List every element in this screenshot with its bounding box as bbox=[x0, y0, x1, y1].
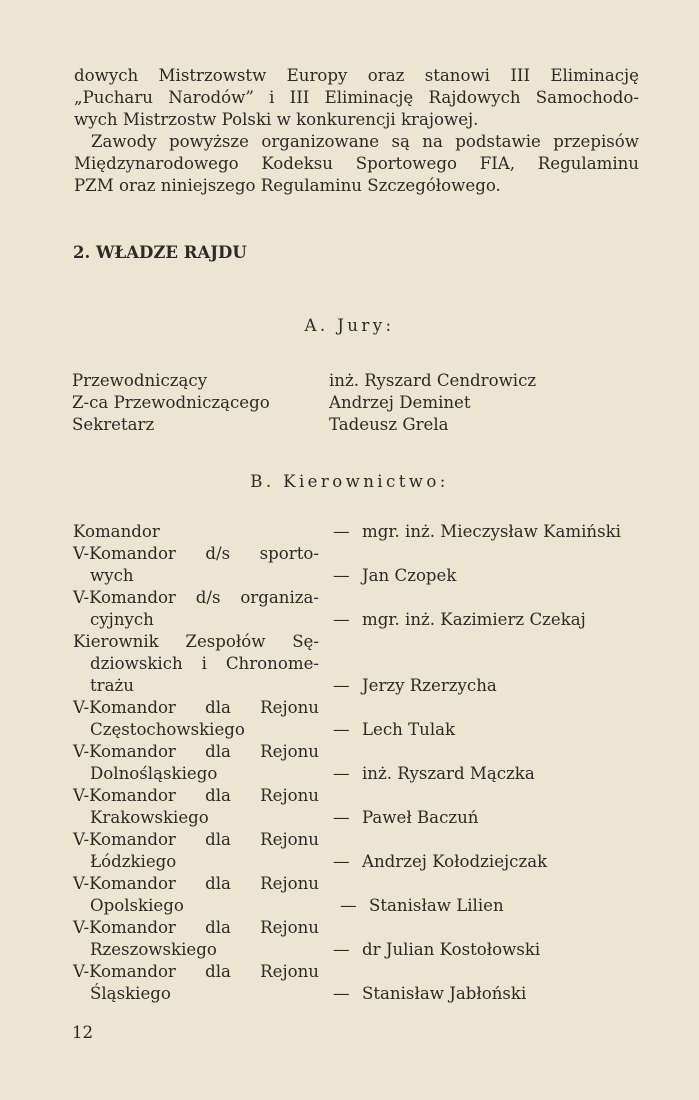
management-dash: — bbox=[333, 852, 350, 871]
management-name: inż. Ryszard Mączka bbox=[362, 764, 535, 783]
section-heading: 2. WŁADZE RAJDU bbox=[73, 243, 247, 262]
management-role: Łódzkiego bbox=[90, 852, 177, 871]
jury-role: Przewodniczący bbox=[72, 371, 208, 390]
management-title: B. Kierownictwo: bbox=[250, 472, 449, 491]
management-name: Jerzy Rzerzycha bbox=[362, 676, 497, 695]
intro-line: „Pucharu Narodów” i III Eliminację Rajdowych Samochodo- bbox=[74, 88, 639, 107]
management-name: dr Julian Kostołowski bbox=[362, 940, 541, 959]
management-name: Lech Tulak bbox=[362, 720, 456, 739]
management-dash: — bbox=[333, 720, 350, 739]
management-role: Rzeszowskiego bbox=[90, 940, 217, 959]
management-role: V-Komandor dla Rejonu bbox=[73, 918, 319, 937]
jury-role: Sekretarz bbox=[72, 415, 155, 434]
management-dash: — bbox=[333, 676, 350, 695]
jury-name: Andrzej Deminet bbox=[329, 393, 471, 412]
intro-line: PZM oraz niniejszego Regulaminu Szczegółowego. bbox=[74, 176, 501, 195]
intro-line: dowych Mistrzowstw Europy oraz stanowi III Eliminację bbox=[74, 66, 639, 85]
page-number: 12 bbox=[72, 1023, 94, 1042]
jury-role: Z-ca Przewodniczącego bbox=[72, 393, 270, 412]
management-role: V-Komandor dla Rejonu bbox=[73, 830, 319, 849]
management-dash: — bbox=[333, 566, 350, 585]
management-role: Komandor bbox=[73, 522, 160, 541]
management-name: mgr. inż. Kazimierz Czekaj bbox=[362, 610, 586, 629]
management-name: mgr. inż. Mieczysław Kamiński bbox=[362, 522, 621, 541]
management-name: Paweł Baczuń bbox=[362, 808, 479, 827]
management-name: Stanisław Jabłoński bbox=[362, 984, 527, 1003]
management-dash: — bbox=[340, 896, 357, 915]
management-dash: — bbox=[333, 764, 350, 783]
management-dash: — bbox=[333, 984, 350, 1003]
management-role: Krakowskiego bbox=[90, 808, 209, 827]
management-role: wych bbox=[90, 566, 134, 585]
management-name: Stanisław Lilien bbox=[369, 896, 504, 915]
management-role: cyjnych bbox=[90, 610, 154, 629]
management-dash: — bbox=[333, 610, 350, 629]
management-role: trażu bbox=[90, 676, 134, 695]
management-role: Śląskiego bbox=[90, 984, 171, 1003]
jury-name: inż. Ryszard Cendrowicz bbox=[329, 371, 537, 390]
management-role: Opolskiego bbox=[90, 896, 184, 915]
management-role: V-Komandor d/s sporto- bbox=[73, 544, 319, 563]
management-role: V-Komandor d/s organiza- bbox=[73, 588, 319, 607]
management-role: Częstochowskiego bbox=[90, 720, 245, 739]
management-role: V-Komandor dla Rejonu bbox=[73, 962, 319, 981]
intro-line: Międzynarodowego Kodeksu Sportowego FIA, Regulaminu bbox=[74, 154, 639, 173]
management-dash: — bbox=[333, 522, 350, 541]
jury-title: A. Jury: bbox=[304, 316, 395, 335]
jury-name: Tadeusz Grela bbox=[329, 415, 449, 434]
management-role: dziowskich i Chronome- bbox=[90, 654, 319, 673]
management-role: V-Komandor dla Rejonu bbox=[73, 742, 319, 761]
management-role: V-Komandor dla Rejonu bbox=[73, 874, 319, 893]
management-name: Andrzej Kołodziejczak bbox=[362, 852, 548, 871]
management-role: V-Komandor dla Rejonu bbox=[73, 786, 319, 805]
management-role: V-Komandor dla Rejonu bbox=[73, 698, 319, 717]
management-name: Jan Czopek bbox=[362, 566, 457, 585]
management-role: Kierownik Zespołów Sę- bbox=[73, 632, 319, 651]
management-role: Dolnośląskiego bbox=[90, 764, 218, 783]
intro-line: Zawody powyższe organizowane są na podstawie przepisów bbox=[91, 132, 639, 151]
intro-line: wych Mistrzostw Polski w konkurencji krajowej. bbox=[74, 110, 479, 129]
management-dash: — bbox=[333, 808, 350, 827]
management-dash: — bbox=[333, 940, 350, 959]
